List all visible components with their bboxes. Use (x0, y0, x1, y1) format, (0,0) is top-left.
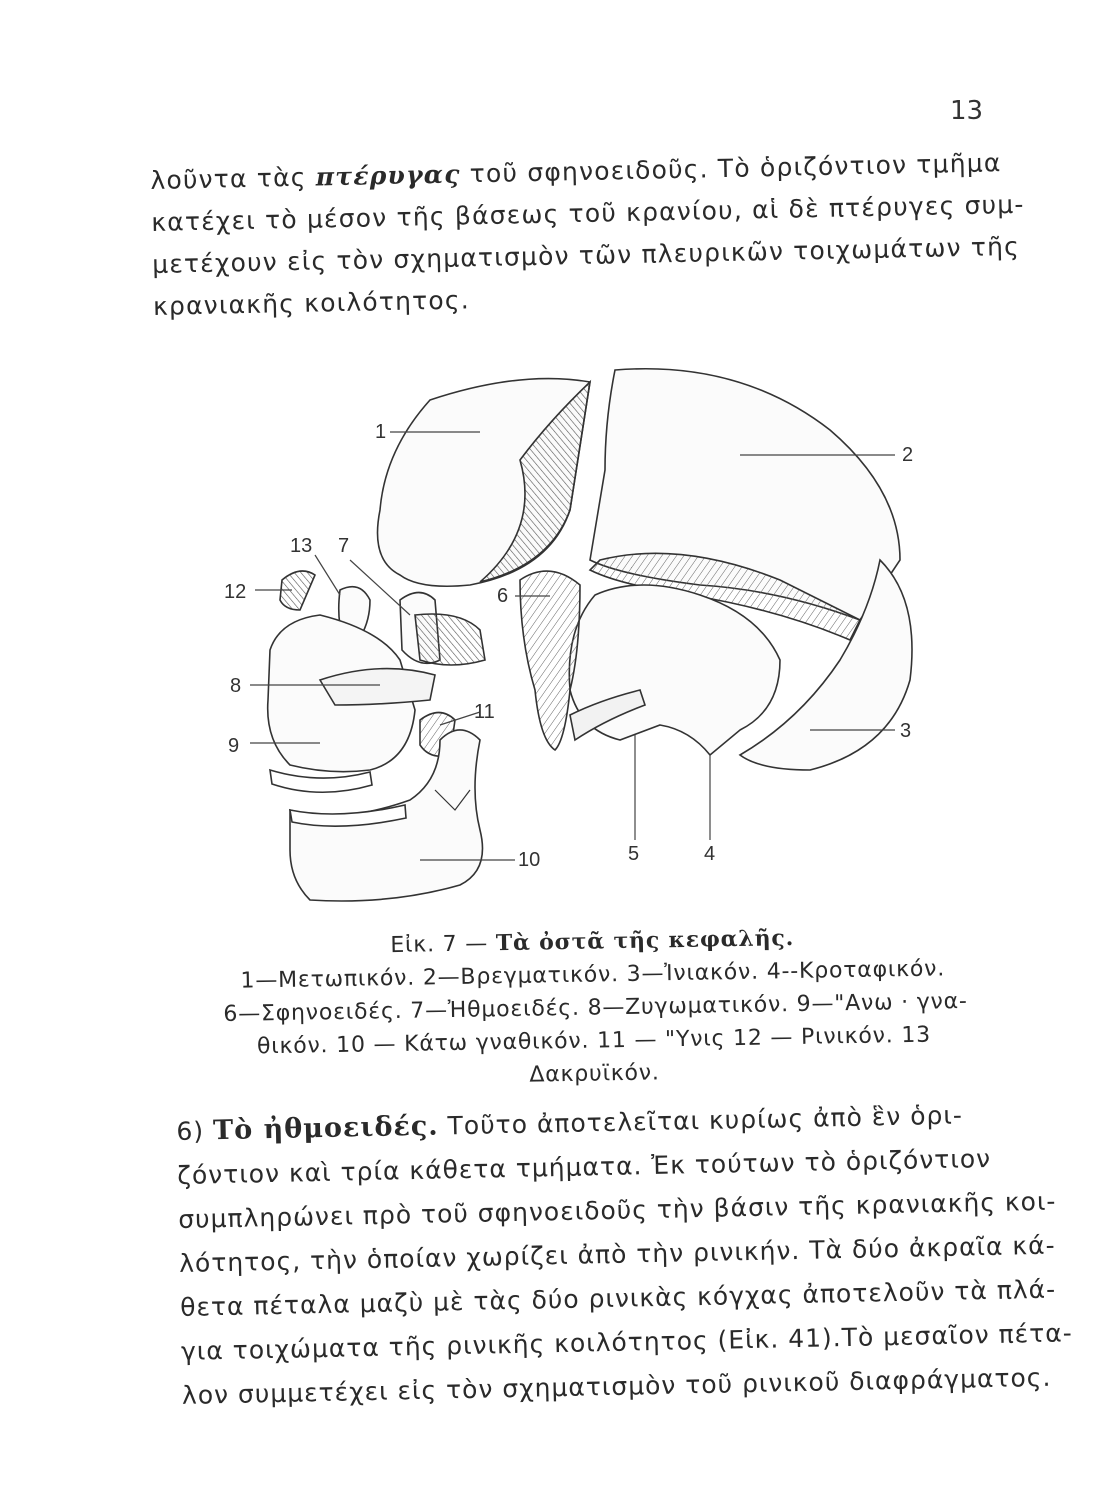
caption-title: Τὰ ὀστᾶ τῆς κεφαλῆς. (495, 925, 795, 957)
text-line: λον συμμετέχει εἰς τὸν σχηματισμὸν τοῦ ρινικοῦ διαφράγματος. (181, 1362, 1052, 1410)
figure-label-1: 1 (375, 421, 387, 443)
paragraph-ethmoid (176, 1093, 1073, 1418)
text-line: ζόντιον καὶ τρία κάθετα τμήματα. Ἐκ τούτων τὸ ὁριζόντιον (177, 1143, 992, 1190)
skull-bones-illustration (220, 360, 940, 920)
emphasis-term: πτέρυγας (315, 159, 461, 192)
text-line: κατέχει τὸ μέσον τῆς βάσεως τοῦ κρανίου, αἱ δὲ πτέρυγες συμ- (151, 189, 1025, 237)
figure-label-11: 11 (474, 701, 495, 723)
figure-label-10: 10 (518, 849, 541, 871)
figure-label-6: 6 (497, 585, 509, 607)
text-line: μετέχουν εἰς τὸν σχηματισμὸν τῶν πλευρικῶν τοιχωμάτων τῆς (151, 231, 1021, 279)
text-line: λότητος, τὴν ὁποίαν χωρίζει ἀπὸ τὴν ρινικήν. Τὰ δύο ἀκραῖα κά- (178, 1230, 1056, 1278)
figure-caption (222, 919, 968, 1097)
skull-drawing (220, 360, 940, 920)
caption-title-line: Εἰκ. 7 — Τὰ ὀστᾶ τῆς κεφαλῆς. (390, 925, 795, 959)
section-number: 6) (176, 1116, 214, 1146)
figure-label-4: 4 (704, 843, 716, 865)
caption-line: Δακρυϊκόν. (529, 1060, 660, 1088)
figure-label-9: 9 (228, 735, 240, 757)
caption-line: 6—Σφηνοειδές. 7—Ἠθμοειδές. 8—Ζυγωματικόν. 9—"Ανω · γνα- (223, 988, 968, 1027)
temporal-bone (569, 585, 780, 755)
caption-line: 1—Μετωπικόν. 2—Βρεγματικόν. 3—Ἰνιακόν. 4--Κροταφικόν. (240, 956, 946, 994)
figure-label-7: 7 (338, 535, 350, 557)
figure-label-5: 5 (628, 843, 640, 865)
figure-label-8: 8 (230, 675, 242, 697)
page-number: 13 (950, 96, 984, 126)
text-line: για τοιχώματα τῆς ρινικῆς κοιλότητος (Εἰκ. 41).Τὸ μεσαῖον πέτα- (180, 1318, 1073, 1366)
text-line: συμπληρώνει πρὸ τοῦ σφηνοειδοῦς τὴν βάσιν τῆς κρανιακῆς κοι- (177, 1186, 1057, 1234)
figure-label-2: 2 (902, 444, 914, 466)
text-line: κρανιακῆς κοιλότητος. (152, 285, 471, 321)
text-line: 6) Τὸ ἠθμοειδές. Τοῦτο ἀποτελεῖται κυρίως ἀπὸ ἓν ὁρι- (176, 1100, 964, 1147)
section-heading: Τὸ ἠθμοειδές. (212, 1110, 439, 1147)
upper-teeth (270, 770, 372, 792)
caption-line: θικόν. 10 — Κάτω γναθικόν. 11 — "Υνις 12 — Ρινικόν. 13 (256, 1022, 932, 1060)
paragraph-pterygoid (150, 142, 1025, 328)
text-line: λοῦντα τὰς πτέρυγας τοῦ σφηνοειδοῦς. Τὸ ὁριζόντιον τμῆμα (150, 148, 1002, 195)
figure-label-12: 12 (224, 581, 247, 603)
figure-label-13: 13 (290, 535, 313, 557)
text-line: θετα πέταλα μαζὺ μὲ τὰς δύο ρινικὰς κόγχας ἀποτελοῦν τὰ πλά- (179, 1274, 1057, 1322)
figure-label-3: 3 (900, 720, 912, 742)
